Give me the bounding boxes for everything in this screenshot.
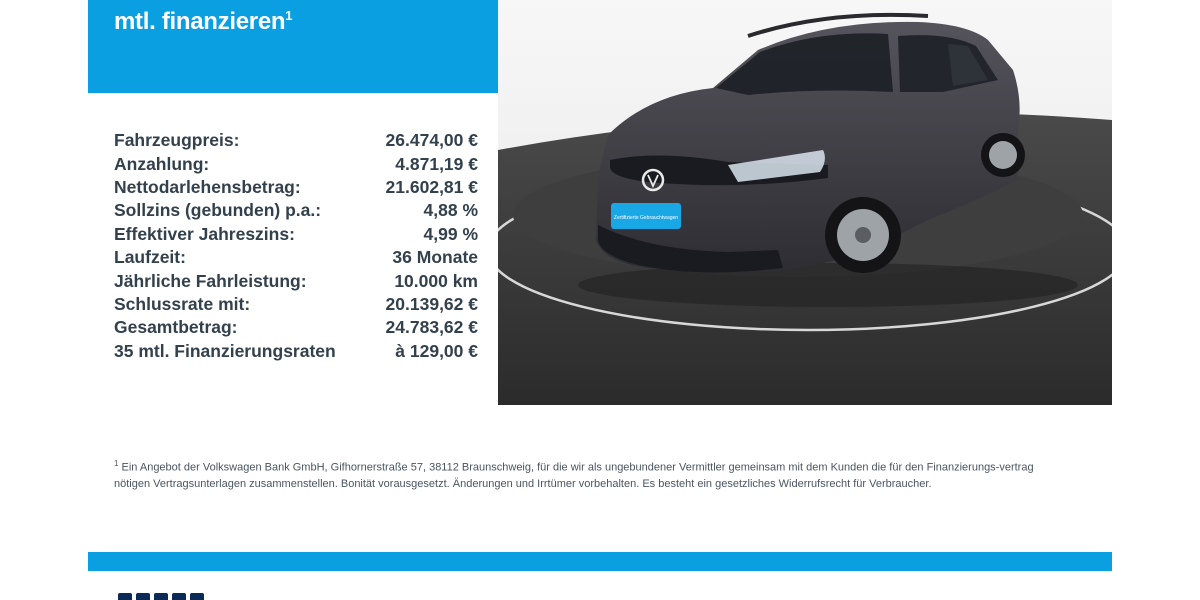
financing-value: 24.783,62 € (385, 317, 478, 338)
financing-label: 35 mtl. Finanzierungsraten (114, 340, 336, 361)
financing-label: Schlussrate mit: (114, 293, 251, 314)
plate-text: Zertifizierte Gebrauchtwagen (613, 215, 679, 221)
financing-row (114, 176, 478, 199)
financing-label: Sollzins (gebunden) p.a.: (114, 200, 322, 221)
dealer-logo-partial (118, 590, 238, 600)
bottom-accent-bar (88, 552, 1112, 571)
financing-value: 10.000 km (394, 270, 478, 291)
financing-label: Jährliche Fahrleistung: (114, 270, 307, 291)
financing-value: 26.474,00 € (385, 130, 478, 151)
financing-row (114, 269, 478, 292)
financing-value: 4,88 % (423, 200, 478, 221)
financing-label: Laufzeit: (114, 247, 186, 268)
car-illustration (498, 0, 1112, 405)
footnote-marker: 1 (114, 459, 119, 468)
header-title: mtl. finanzieren$^1$ (114, 8, 293, 35)
footnote-marker: 1 (285, 8, 293, 23)
financing-table (114, 129, 478, 363)
financing-value: 20.139,62 € (385, 293, 478, 314)
financing-label: Fahrzeugpreis: (114, 130, 240, 151)
car-photo (498, 0, 1112, 405)
financing-row (114, 246, 478, 269)
financing-label: Effektiver Jahreszins: (114, 223, 295, 244)
financing-label: Gesamtbetrag: (114, 317, 238, 338)
financing-value: 4.871,19 € (395, 153, 478, 174)
footnote-text: Ein Angebot der Volkswagen Bank GmbH, Gifhornerstraße 57, 38112 Braunschweig, für die wir als ungebundener Vermittler gemeinsam mit dem Kunden die für den Finanzierungs-vertrag nötigen Vertragsunterlagen zusammenstellen. Bonität vorausgesetzt. Änderungen und Irrtümer vorbehalten. Es besteht ein gesetzliches Widerrufsrecht für Verbraucher. (114, 461, 1034, 490)
financing-value: à 129,00 € (395, 340, 478, 361)
legal-footnote (114, 456, 1034, 492)
financing-label: Nettodarlehensbetrag: (114, 176, 301, 197)
financing-label: Anzahlung: (114, 153, 210, 174)
financing-row (114, 129, 478, 152)
financing-value: 21.602,81 € (385, 176, 478, 197)
header-banner (88, 0, 498, 93)
financing-row (114, 316, 478, 339)
financing-row (114, 223, 478, 246)
financing-value: 36 Monate (392, 247, 478, 268)
financing-value: 4,99 % (423, 223, 478, 244)
financing-row (114, 340, 478, 363)
financing-row (114, 293, 478, 316)
financing-row (114, 199, 478, 222)
financing-row (114, 152, 478, 175)
